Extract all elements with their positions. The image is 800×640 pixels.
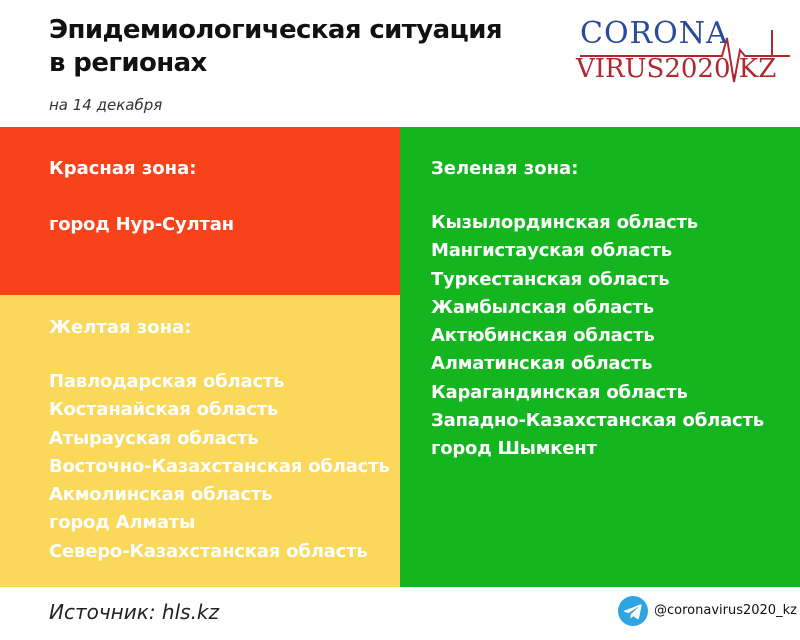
region-item: Туркестанская область (431, 268, 670, 290)
region-item: Северо-Казахстанская область (49, 540, 368, 562)
region-item: Атырауская область (49, 427, 259, 449)
region-item: Мангистауская область (431, 240, 672, 262)
region-item: Восточно-Казахстанская область (49, 455, 390, 477)
date-label: на 14 декабря (49, 96, 163, 114)
red-zone (0, 127, 400, 295)
source-label: Источник: hls.kz (49, 600, 219, 624)
yellow-zone-title: Желтая зона: (49, 317, 192, 338)
red-zone-title: Красная зона: (49, 158, 197, 179)
footer (0, 587, 800, 640)
region-item: Кызылординская область (431, 212, 698, 233)
telegram-handle[interactable]: @coronavirus2020_kz (654, 603, 797, 618)
logo-line-1: CORONA (580, 16, 729, 51)
header (0, 0, 800, 127)
region-item: Западно-Казахстанская область (431, 410, 764, 432)
region-item: Павлодарская область (49, 371, 285, 392)
region-item: город Шымкент (431, 438, 597, 460)
page-title (49, 14, 502, 80)
yellow-zone-list (49, 368, 390, 566)
title-line-1: Эпидемиологическая ситуация (49, 15, 502, 45)
region-item: Актюбинская область (431, 325, 655, 347)
yellow-zone (0, 295, 400, 587)
region-item: Карагандинская область (431, 381, 688, 403)
green-zone (400, 127, 800, 587)
green-zone-list (431, 209, 764, 464)
region-item: Акмолинская область (49, 484, 273, 506)
telegram-icon (618, 596, 648, 626)
red-zone-list (49, 211, 234, 239)
green-zone-title: Зеленая зона: (431, 158, 579, 179)
region-item: Алматинская область (431, 353, 653, 375)
region-item: город Алматы (49, 512, 196, 534)
region-item: город Нур-Султан (49, 214, 234, 235)
region-item: Костанайская область (49, 399, 279, 421)
coronavirus2020-logo (574, 16, 790, 96)
title-line-2: в регионах (49, 48, 207, 78)
logo-line-2: VIRUS2020.KZ (576, 54, 777, 84)
region-item: Жамбылская область (431, 296, 654, 318)
